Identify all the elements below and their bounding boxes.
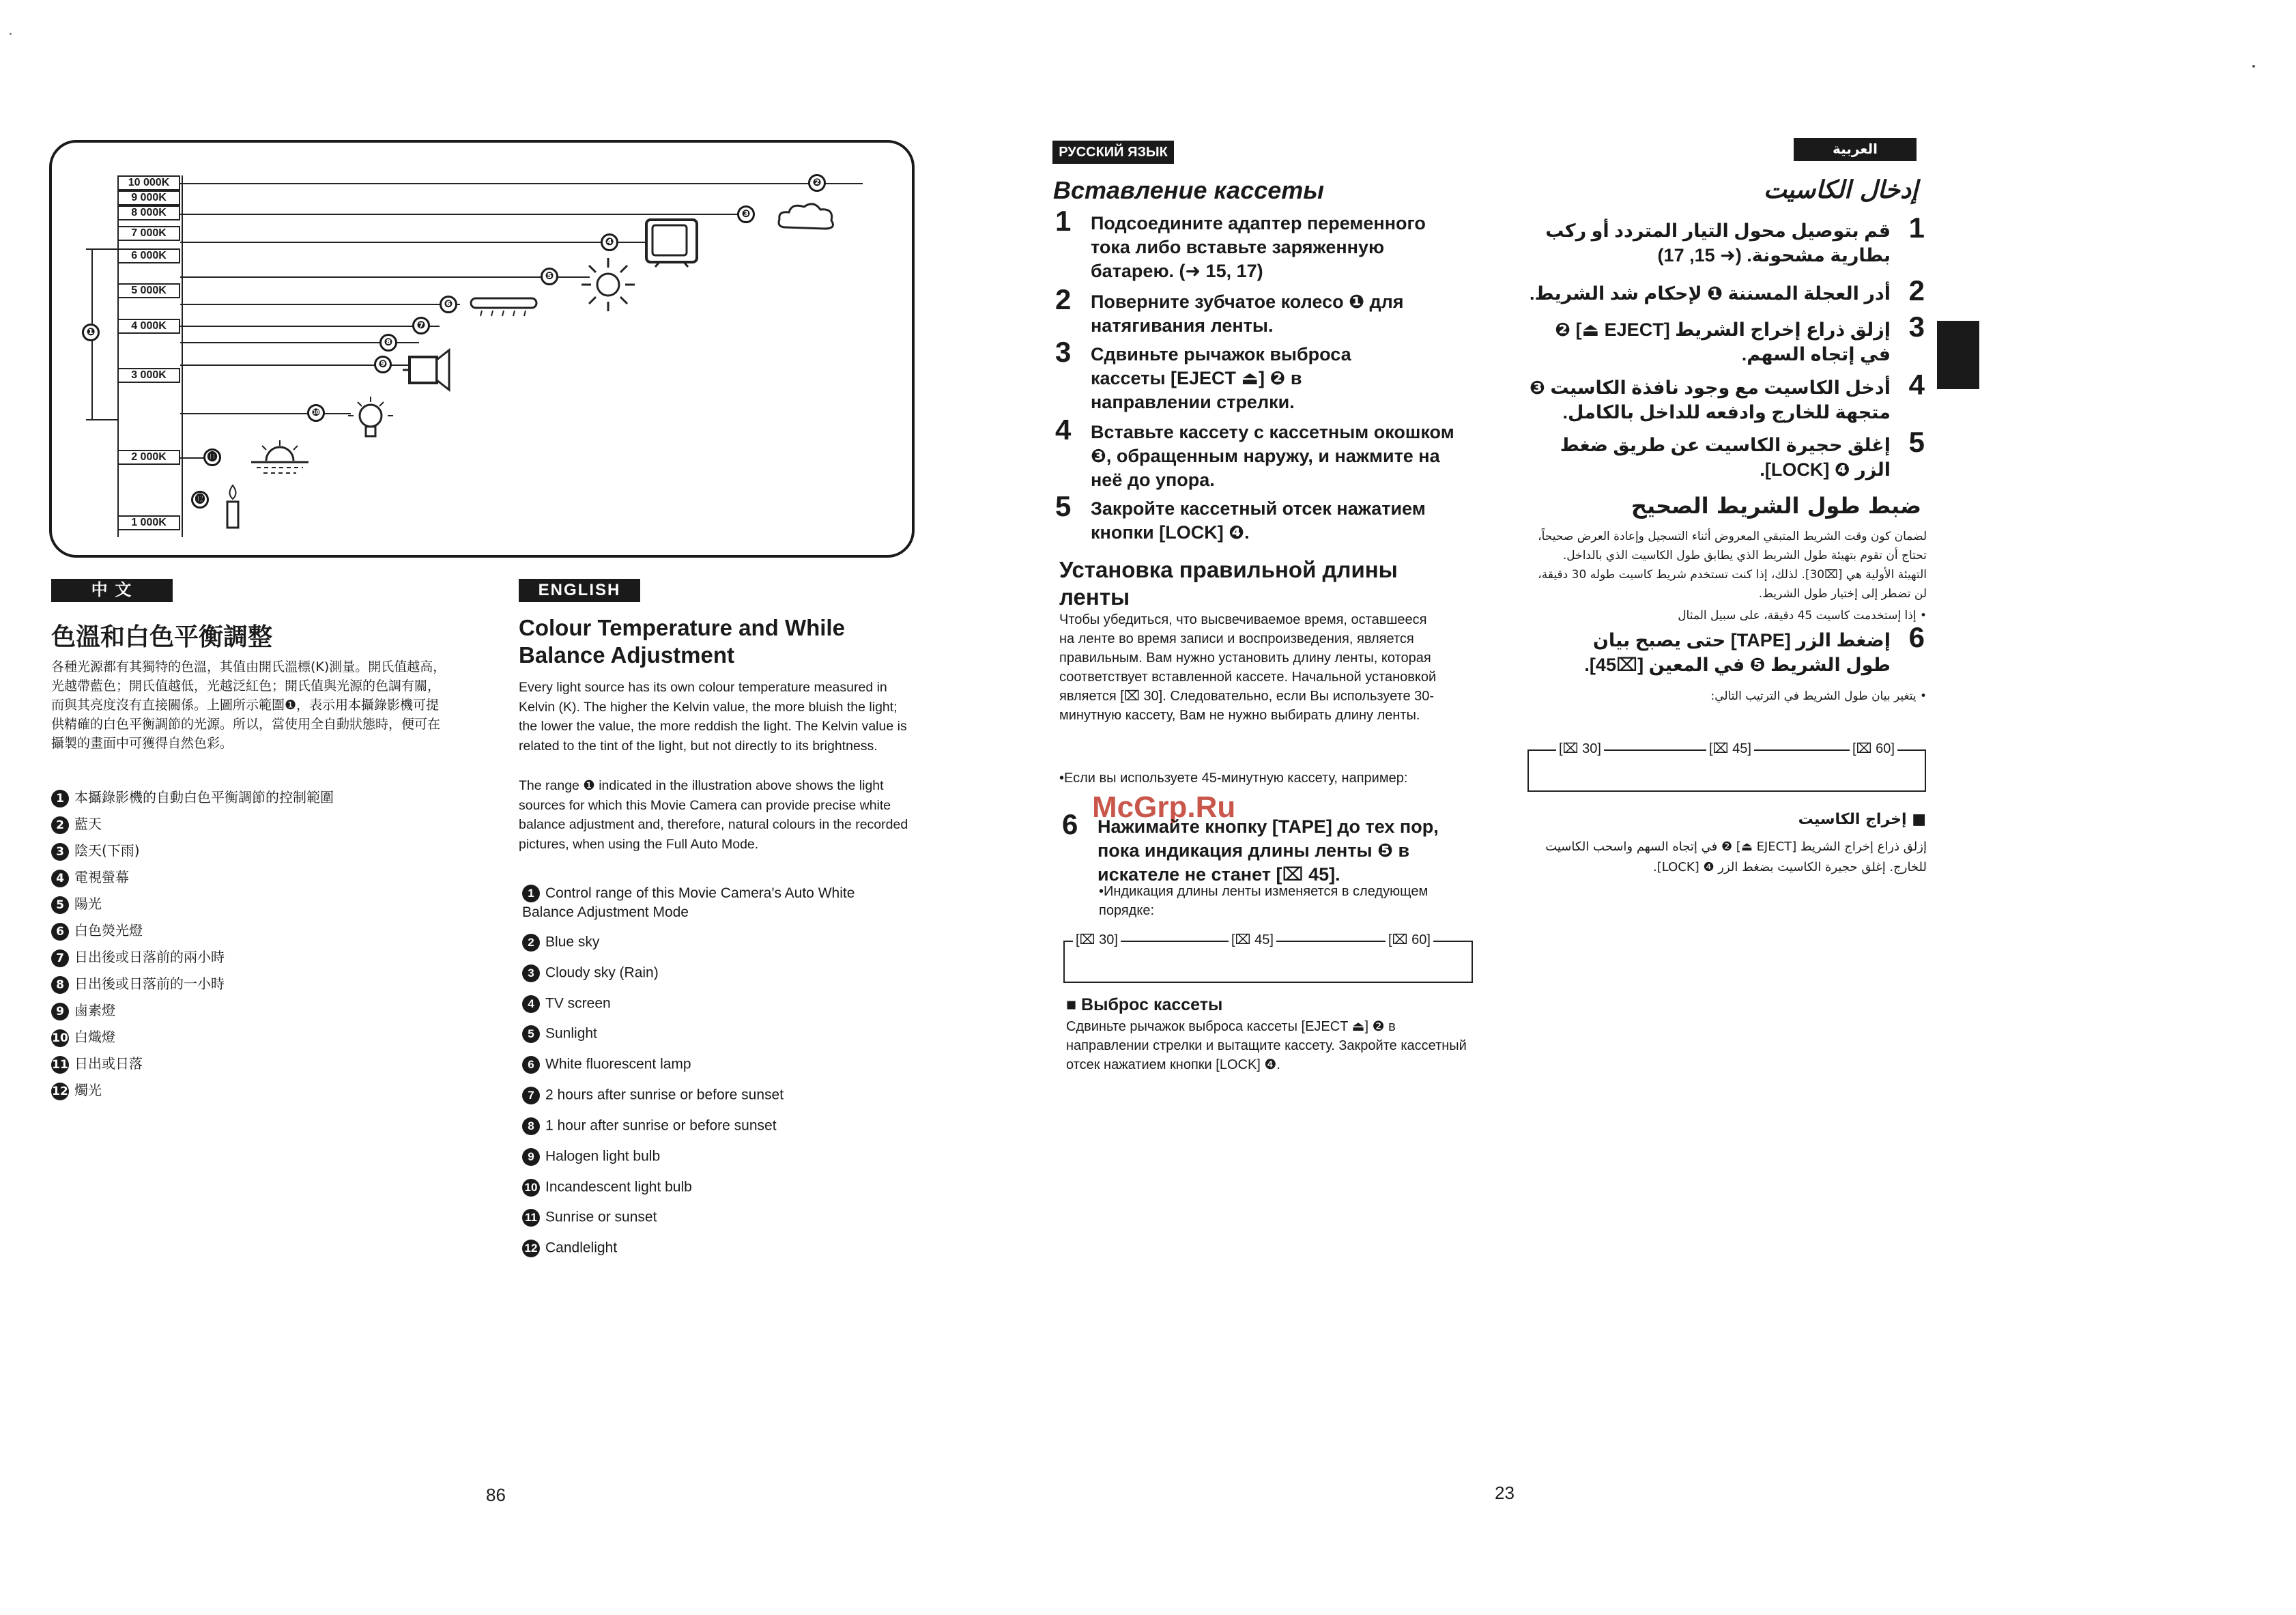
arabic-section-tag: العربية xyxy=(1794,138,1917,161)
russian-step-6: 6 Нажимайте кнопку [TAPE] до тех пор, пока индикация длины ленты ❺ в искателе не станет [⌧ 45]. xyxy=(1062,808,1439,885)
english-legend-item: 3 Cloudy sky (Rain) xyxy=(522,964,659,982)
watermark: McGrp.Ru xyxy=(1092,790,1236,824)
page-number-left: 86 xyxy=(486,1485,506,1505)
english-title: Colour Temperature and While Balance Adjustment xyxy=(519,615,845,668)
kelvin-label: 10 000K xyxy=(117,175,180,190)
russian-step: 5 Закройте кассетный отсек нажатием кнопки [LOCK] ❹. xyxy=(1055,490,1426,543)
russian-title: Вставление кассеты xyxy=(1053,176,1325,204)
callout-3: ❸ xyxy=(737,205,755,223)
callout-11: ⓫ xyxy=(203,448,221,466)
russian-section-tag: РУССКИЙ ЯЗЫК xyxy=(1052,141,1174,164)
sequence-45: [⌧ 45] xyxy=(1706,740,1754,757)
sequence-45: [⌧ 45] xyxy=(1229,931,1276,948)
english-legend-item: 2 Blue sky xyxy=(522,934,599,952)
colour-temperature-diagram xyxy=(49,140,915,558)
callout-1: ❶ xyxy=(82,324,100,341)
chinese-legend-item: 2 藍天 xyxy=(51,813,102,834)
russian-step: 2 Поверните зубчатое колесо ❶ для натягивания ленты. xyxy=(1055,283,1404,336)
callout-2: ❷ xyxy=(808,174,826,192)
arabic-sub-note: • إذا إستخدمت كاسيت 45 دقيقة، على سبيل المثال xyxy=(1678,609,1927,623)
sequence-30: [⌧ 30] xyxy=(1073,931,1121,948)
kelvin-label: 5 000K xyxy=(117,283,180,298)
russian-step: 3 Сдвиньте рычажок выброса кассеты [EJECT ⏏] ❷ в направлении стрелки. xyxy=(1055,336,1351,412)
cloud-icon xyxy=(775,200,837,234)
russian-sub-paragraph: Чтобы убедиться, что высвечиваемое время, оставшееся на ленте во время записи и воспроизведения, является правильным. Вам нужно установить длину ленты, которая соответствует вставленной кассете. Начальной установкой является [⌧ 30]. Следовательно, если Вы используете 30-минутную кассету, Вам не нужно выбирать длину ленты. xyxy=(1059,612,1437,723)
arabic-step: 2 أدر العجلة المسننة ❶ لإحكام شد الشريط. xyxy=(1530,274,1925,306)
russian-subtitle: Установка правильной длины ленты xyxy=(1059,557,1398,610)
leader-line xyxy=(180,326,440,327)
incandescent-bulb-icon xyxy=(347,395,394,448)
arabic-step: 4 أدخل الكاسيت مع وجود نافذة الكاسيت ❸ متجهة للخارج وادفعه للداخل بالكامل. xyxy=(1530,369,1925,423)
english-paragraph-2: The range ❶ indicated in the illustration above shows the light sources for which this Movie Camera can provide precise white balance adjustment and, therefore, natural colours in the recorded pictures, when using the Full Auto Mode. xyxy=(519,778,908,852)
arabic-step: 3 إزلق ذراع إخراج الشريط [EJECT ⏏] ❷ في إتجاه السهم. xyxy=(1555,311,1925,365)
kelvin-label: 7 000K xyxy=(117,226,180,241)
kelvin-label: 4 000K xyxy=(117,319,180,334)
tv-screen-icon xyxy=(644,218,699,268)
arabic-step: 5 إغلق حجيرة الكاسيت عن طريق ضغط الزر ❹ [LOCK]. xyxy=(1560,426,1925,480)
chinese-legend-item: 1 本攝錄影機的自動白色平衡調節的控制範圍 xyxy=(51,786,334,807)
callout-5: ❺ xyxy=(541,268,558,285)
callout-7: ❼ xyxy=(412,317,430,334)
callout-8: ❽ xyxy=(379,334,397,352)
kelvin-label: 8 000K xyxy=(117,205,180,220)
sunset-icon xyxy=(247,439,313,477)
chinese-legend-item: 9 鹵素燈 xyxy=(51,999,115,1020)
callout-12: ⓬ xyxy=(191,491,209,509)
arabic-eject-paragraph: إزلق ذراع إخراج الشريط [EJECT ⏏] ❷ في إتجاه السهم واسحب الكاسيت للخارج. إغلق حجيرة الكاسيت بضغط الزر ❹ [LOCK]. xyxy=(1545,840,1927,874)
arabic-title: إدخال الكاسيت xyxy=(1763,176,1918,204)
english-legend-item: 7 2 hours after sunrise or before sunset xyxy=(522,1087,784,1104)
kelvin-label: 3 000K xyxy=(117,368,180,383)
sequence-60: [⌧ 60] xyxy=(1850,740,1897,757)
chinese-legend-item: 8 日出後或日落前的一小時 xyxy=(51,973,225,994)
range-bracket-top xyxy=(86,248,117,250)
kelvin-label: 6 000K xyxy=(117,248,180,263)
leader-line xyxy=(180,276,590,278)
english-legend-item: 12 Candlelight xyxy=(522,1240,617,1257)
chinese-section-tag: 中 文 xyxy=(51,579,173,602)
arabic-step6-note: • يتغير بيان طول الشريط في الترتيب التالي: xyxy=(1710,689,1927,703)
leader-line xyxy=(180,413,351,414)
russian-step6-note: •Индикация длины ленты изменяется в следующем порядке: xyxy=(1099,884,1429,918)
chinese-legend-item: 5 陽光 xyxy=(51,893,102,914)
callout-4: ❹ xyxy=(601,233,618,251)
chinese-legend-item: 3 陰天(下雨) xyxy=(51,840,140,861)
leader-line xyxy=(180,214,747,215)
kelvin-label: 9 000K xyxy=(117,190,180,205)
chinese-paragraph: 各種光源都有其獨特的色溫，其值由開氏溫標(K)測量。開氏值越高，光越帶藍色；開氏值越低，光越泛紅色；開氏值與光源的色調有關，而與其亮度沒有直接關係。上圖所示範圍❶，表示用本攝錄影機可提供精確的白色平衡調節的光源。所以，當使用全自動狀態時，便可在攝製的畫面中可獲得自然色彩。 xyxy=(51,659,446,751)
english-legend-item: 11 Sunrise or sunset xyxy=(522,1209,657,1227)
callout-10: ❿ xyxy=(307,404,325,422)
kelvin-label: 2 000K xyxy=(117,450,180,465)
arabic-tape-sequence xyxy=(1527,741,1926,792)
page-number-right: 23 xyxy=(1495,1483,1515,1503)
russian-eject-title: ■ Выброс кассеты xyxy=(1066,995,1223,1014)
arabic-sub-paragraph: لضمان كون وقت الشريط المتبقي المعروض أثناء التسجيل وإعادة العرض صحيحاً، تحتاج أن تقوم بتهيئة طول الشريط الذي يطابق طول الكاسيت الذي بالداخل. التهيئة الأولية هي [⌧30]. لذلك، إذا كنت تستخدم شريط كاسيت طوله 30 دقيقة، لن تضطر إلى إختيار طول الشريط. xyxy=(1538,530,1927,601)
callout-9: ❾ xyxy=(374,356,392,373)
russian-eject-paragraph: Сдвиньте рычажок выброса кассеты [EJECT ⏏] ❷ в направлении стрелки и вытащите кассету. Закройте кассетный отсек нажатием кнопки [LOCK] ❹. xyxy=(1066,1019,1467,1072)
chinese-legend-item: 11 日出或日落 xyxy=(51,1053,143,1074)
leader-line xyxy=(180,183,863,184)
scan-speck xyxy=(10,33,12,35)
english-legend-item: 1 Control range of this Movie Camera's Auto White Balance Adjustment Mode xyxy=(522,885,855,920)
halogen-bulb-icon xyxy=(400,346,452,394)
sequence-30: [⌧ 30] xyxy=(1556,740,1604,757)
leader-line xyxy=(180,242,651,243)
scan-speck xyxy=(2252,65,2255,68)
arabic-step-6: 6 إضغط الزر [TAPE] حتى يصبح بيان طول الشريط ❺ في المعين [⌧45]. xyxy=(1584,621,1925,675)
chinese-legend-item: 7 日出後或日落前的兩小時 xyxy=(51,946,225,967)
arabic-step: 1 قم بتوصيل محول التيار المتردد أو ركب بطارية مشحونة. (➜ 15, 17) xyxy=(1545,212,1925,266)
russian-sub-note: •Если вы используете 45-минутную кассету, например: xyxy=(1059,771,1408,786)
sun-icon xyxy=(577,255,639,314)
leader-line xyxy=(180,304,460,305)
english-legend-item: 5 Sunlight xyxy=(522,1025,597,1043)
chinese-legend-item: 4 電視螢幕 xyxy=(51,866,129,887)
english-legend-item: 9 Halogen light bulb xyxy=(522,1148,660,1166)
english-legend-item: 4 TV screen xyxy=(522,995,611,1013)
chinese-title: 色溫和白色平衡調整 xyxy=(51,623,273,651)
english-legend-item: 10 Incandescent light bulb xyxy=(522,1179,692,1197)
arabic-eject-title: ■ إخراج الكاسيت xyxy=(1798,811,1926,828)
kelvin-label: 1 000K xyxy=(117,515,180,530)
chinese-legend-item: 12 燭光 xyxy=(51,1079,102,1100)
callout-6: ❻ xyxy=(440,296,457,313)
english-paragraph-1: Every light source has its own colour temperature measured in Kelvin (K). The higher the Kelvin value, the more bluish the light; the lower the value, the more reddish the light. The Kelvin value is related to the tint of the light, but not directly to its brightness. xyxy=(519,680,907,754)
range-bracket-bottom xyxy=(86,419,117,420)
english-legend-item: 8 1 hour after sunrise or before sunset xyxy=(522,1117,777,1135)
section-thumb-tab xyxy=(1937,321,1979,389)
chinese-legend-item: 10 白熾燈 xyxy=(51,1026,115,1047)
chinese-legend-item: 6 白色熒光燈 xyxy=(51,919,143,941)
russian-step: 1 Подсоедините адаптер переменного тока либо вставьте заряженную батарею. (➜ 15, 17) xyxy=(1055,205,1426,281)
english-legend-item: 6 White fluorescent lamp xyxy=(522,1056,691,1074)
russian-tape-sequence xyxy=(1063,932,1473,983)
english-section-tag: ENGLISH xyxy=(519,579,640,602)
fluorescent-lamp-icon xyxy=(468,294,543,317)
russian-step: 4 Вставьте кассету с кассетным окошком ❸, обращенным наружу, и нажмите на неё до упора. xyxy=(1055,414,1454,490)
sequence-60: [⌧ 60] xyxy=(1386,931,1433,948)
arabic-subtitle: ضبط طول الشريط الصحيح xyxy=(1631,493,1921,519)
candle-icon xyxy=(221,483,244,530)
